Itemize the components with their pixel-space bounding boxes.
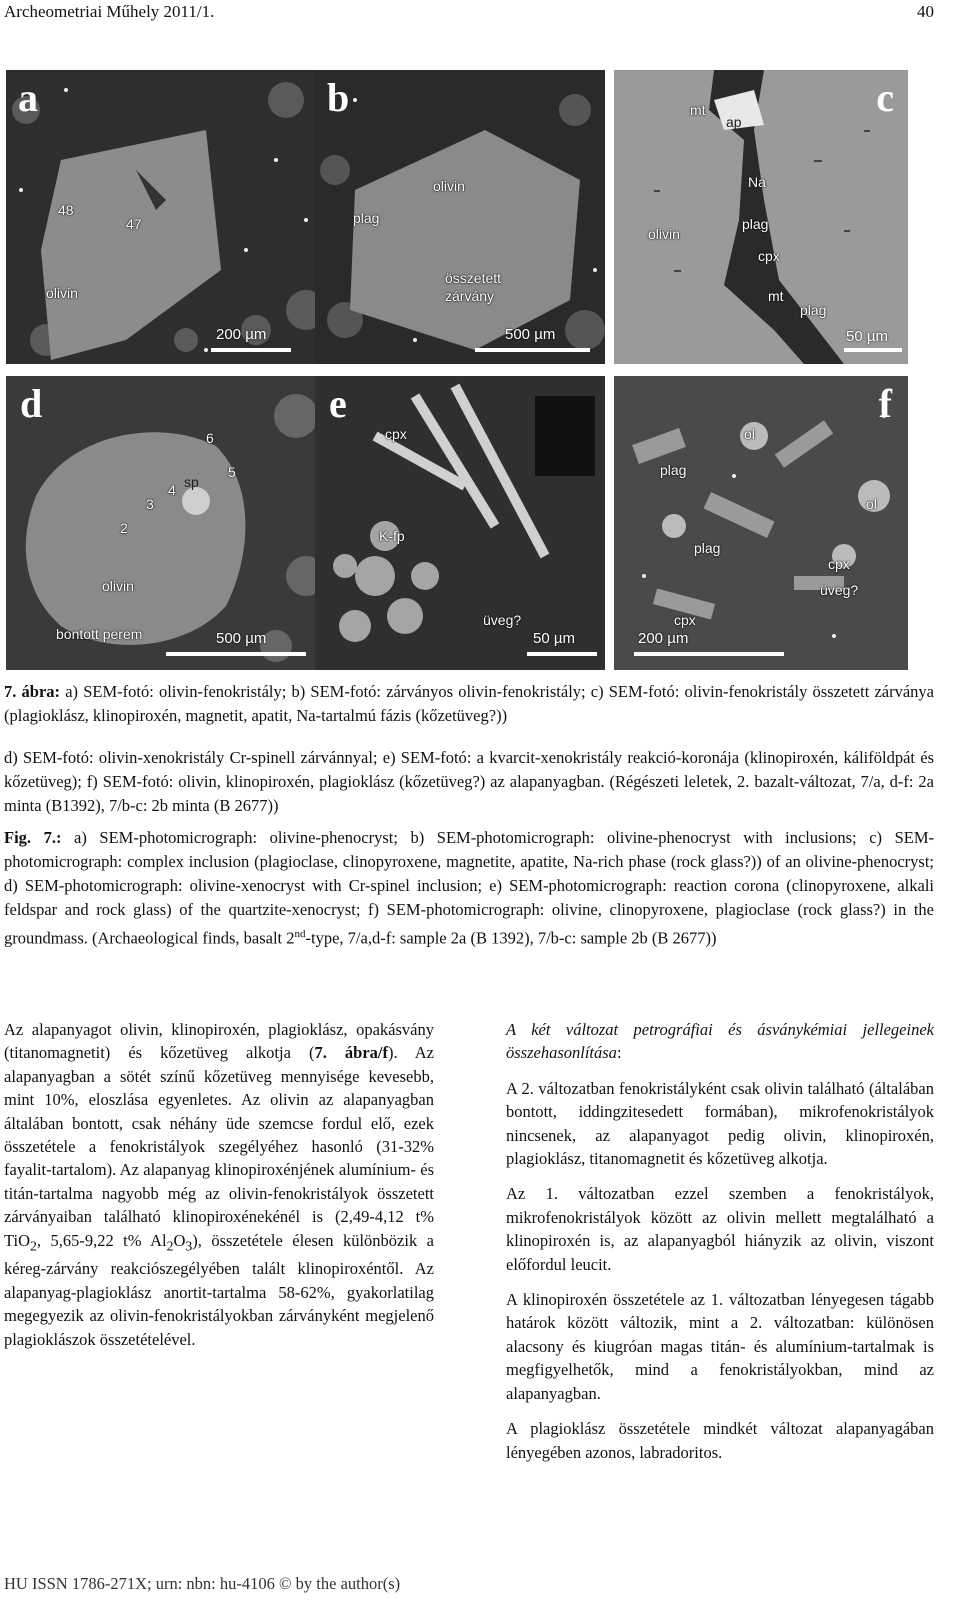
panel-d-label-4: sp — [184, 474, 199, 490]
figure-panel-a — [6, 70, 326, 364]
left-p1-d: O — [173, 1230, 186, 1250]
caption-en-text-2: -type, 7/a,d-f: sample 2a (B 1392), 7/b-c: sample 2b (B 2677)) — [305, 928, 717, 948]
panel-a-label-3: olivin — [46, 285, 78, 301]
panel-a-scale-bar — [211, 348, 291, 352]
caption-en-label: Fig. 7.: — [4, 828, 62, 847]
sem-image-a — [6, 70, 326, 364]
panel-e-label-1: cpx — [385, 426, 407, 442]
left-p1-a: Az alapanyagot olivin, klinopiroxén, plagioklász, opakásvány (titanomagnetit) és kőzetüveg alkotja ( — [4, 1020, 434, 1063]
sem-image-f — [614, 376, 908, 670]
panel-c-label-7: mt — [768, 288, 784, 304]
left-sub-2: 2 — [166, 1237, 174, 1253]
panel-a-label-1: 48 — [58, 202, 74, 218]
figure-panel-b — [315, 70, 605, 364]
panel-c-label-8: plag — [800, 302, 827, 318]
left-p1-b: ). Az alapanyagban a sötét színű kőzetüveg mennyisége kevesebb, mint 10%, eloszlása egyenletes. Az olivin az alapanyagban általában bontott, csak néhány üde szemcse fordul elő, ezek összetétele a fenokristályok szegélyéhez hasonló (31-32% fayalit-tartalom). Az alapanyag klinopiroxénjének alumínium- és titán-tartalma nagyobb még az olivin-fenokristályok összetett zárványaiban található klinopiroxénekénél is (2,49-4,12 t% TiO — [4, 1043, 434, 1250]
right-heading-text: A két változat petrográfiai és ásványkémiai jellegeinek összehasonlítása — [506, 1020, 934, 1063]
footer-issn: HU ISSN 1786-271X; urn: nbn: hu-4106 © by the author(s) — [4, 1574, 401, 1593]
panel-b-label-1: olivin — [433, 178, 465, 194]
panel-d-label-7: olivin — [102, 578, 134, 594]
figure-panel-c — [614, 70, 908, 364]
panel-f-label-3: ol — [866, 496, 877, 512]
panel-d-label-1: 6 — [206, 430, 214, 446]
figure-caption-hungarian — [4, 680, 934, 728]
panel-a-scale-label: 200 µm — [216, 326, 267, 343]
right-heading — [506, 1018, 934, 1065]
caption-hu-label: 7. ábra: — [4, 682, 61, 701]
panel-letter-f: f — [878, 381, 892, 426]
figure-panel-e — [315, 376, 605, 670]
caption-en-text-1: a) SEM-photomicrograph: olivine-phenocryst; b) SEM-photomicrograph: olivine-phenocryst with inclusions; c) SEM-photomicrograph: complex inclusion (plagioclase, clinopyroxene, magnetite, apatite, Na-rich phase (rock glass?)) of an olivine-phenocryst; d) SEM-photomicrograph: olivine-xenocryst with Cr-spinel inclusion; e) SEM-photomicrograph: reaction corona (clinopyroxene, alkali feldspar and rock glass) of the quartzite-xenocryst; f) SEM-photomicrograph: olivine, clinopyroxene, plagioclase (rock glass?) in the groundmass. (Archaeological finds, basalt 2 — [4, 828, 934, 948]
panel-f-label-4: plag — [694, 540, 721, 556]
panel-letter-a: a — [18, 75, 38, 120]
panel-letter-e: e — [329, 381, 347, 426]
right-column — [506, 1018, 934, 1476]
panel-d-label-2: 5 — [228, 464, 236, 480]
panel-f-label-6: üveg? — [820, 582, 859, 598]
panel-d-label-8: bontott perem — [56, 626, 143, 642]
caption-hu-text-1: a) SEM-fotó: olivin-fenokristály; b) SEM-fotó: zárványos olivin-fenokristály; c) SEM-fotó: olivin-fenokristály összetett zárványa (plagioklász, klinopiroxén, magnetit, apatit, Na-tartalmú fázis (kőzetüveg?)) — [4, 682, 935, 725]
panel-e-scale-bar — [527, 652, 597, 656]
panel-c-label-4: olivin — [648, 226, 680, 242]
panel-e-label-3: üveg? — [483, 612, 522, 628]
panel-c-scale-label: 50 µm — [846, 328, 888, 345]
panel-d-label-3: 4 — [168, 482, 176, 498]
panel-c-label-6: cpx — [758, 248, 780, 264]
panel-d-label-6: 2 — [120, 520, 128, 536]
left-sub-3: 3 — [185, 1237, 193, 1253]
panel-c-label-1: mt — [690, 102, 706, 118]
panel-letter-c: c — [876, 75, 894, 120]
panel-e-label-2: K-fp — [379, 528, 405, 544]
panel-a-label-2: 47 — [126, 216, 142, 232]
panel-f-label-5: cpx — [828, 556, 850, 572]
figure-caption-hungarian-2 — [4, 746, 934, 818]
panel-f-label-7: cpx — [674, 612, 696, 628]
page-number: 40 — [917, 2, 934, 21]
sem-image-d — [6, 376, 326, 670]
panel-c-scale-bar — [844, 348, 902, 352]
panel-e-scale-label: 50 µm — [533, 630, 575, 647]
panel-d-scale-label: 500 µm — [216, 630, 267, 647]
figure-ref-link[interactable]: 7. ábra/f — [314, 1043, 388, 1063]
panel-b-scale-bar — [475, 348, 590, 352]
right-paragraph-4: A plagioklász összetétele mindkét változat alapanyagában lényegében azonos, labradoritos. — [506, 1419, 934, 1462]
panel-f-scale-label: 200 µm — [638, 630, 689, 647]
left-sub-1: 2 — [30, 1237, 37, 1253]
right-paragraph-1: A 2. változatban fenokristályként csak olivin található (általában bontott, iddingzitesedett formában), mikrofenokristályok nincsenek, az alapanyagot pedig olivin, klinopiroxén, plagioklász, titanomagnetit és kőzetüveg alkotja. — [506, 1078, 934, 1169]
journal-header: Archeometriai Műhely 2011/1. — [4, 2, 215, 21]
panel-f-label-1: ol — [744, 426, 755, 442]
caption-hu-text-2: d) SEM-fotó: olivin-xenokristály Cr-spinell zárvánnyal; e) SEM-fotó: a kvarcit-xenokristály reakció-koronája (klinopiroxén, káliföldpát és kőzetüveg); f) SEM-fotó: olivin, klinopiroxén, plagioklász (kőzetüveg?) az alapanyagban. (Régészeti leletek, 2. bazalt-változat, 7/a, d-f: 2a minta (B1392), 7/b-c: 2b minta (B 2677)) — [4, 748, 934, 815]
sem-image-e — [315, 376, 605, 670]
right-paragraph-2: Az 1. változatban ezzel szemben a fenokristályok, mikrofenokristályok között az olivin mellett megtalálható a klinopiroxén is, az alapanyagból hiányzik az olivin, viszont előfordul leucit. — [506, 1184, 934, 1274]
panel-b-label-4: zárvány — [445, 288, 495, 304]
caption-en-sup: nd — [294, 928, 306, 940]
panel-c-label-2: ap — [726, 114, 742, 130]
figure-panel-d — [6, 376, 326, 670]
panel-f-scale-bar — [634, 652, 784, 656]
right-heading-colon: : — [616, 1043, 622, 1063]
left-paragraph — [4, 1018, 434, 1351]
panel-b-label-2: plag — [353, 210, 380, 226]
left-column — [4, 1018, 434, 1363]
left-p1-e: ), összetétele élesen különbözik a kéreg-zárvány reakciószegélyében talált klinopiroxéntől. Az alapanyag-plagioklász anortit-tartalma 58-62%, gyakorlatilag megegyezik az olivin-fenokristályokban zárványként megjelenő plagioklászok összetételével. — [4, 1230, 434, 1349]
panel-c-label-5: plag — [742, 216, 769, 232]
right-paragraph-3: A klinopiroxén összetétele az 1. változatban lényegesen tágabb határok között változik, mint a 2. változatban: különösen alacsony és kiugróan magas titán- és alumínium-tartalmak is megfigyelhetők, mind a fenokristályokban, mind az alapanyagban. — [506, 1290, 934, 1403]
panel-letter-b: b — [327, 75, 350, 120]
panel-d-label-5: 3 — [146, 496, 154, 512]
figure-caption-english — [4, 826, 934, 951]
panel-b-label-3: összetett — [445, 270, 502, 286]
panel-d-scale-bar — [166, 652, 306, 656]
figure-panel-f — [614, 376, 908, 670]
panel-letter-d: d — [20, 381, 43, 426]
panel-b-scale-label: 500 µm — [505, 326, 556, 343]
panel-f-label-2: plag — [660, 462, 687, 478]
panel-c-label-3: Na — [748, 174, 766, 190]
left-p1-c: , 5,65-9,22 t% Al — [36, 1230, 167, 1250]
